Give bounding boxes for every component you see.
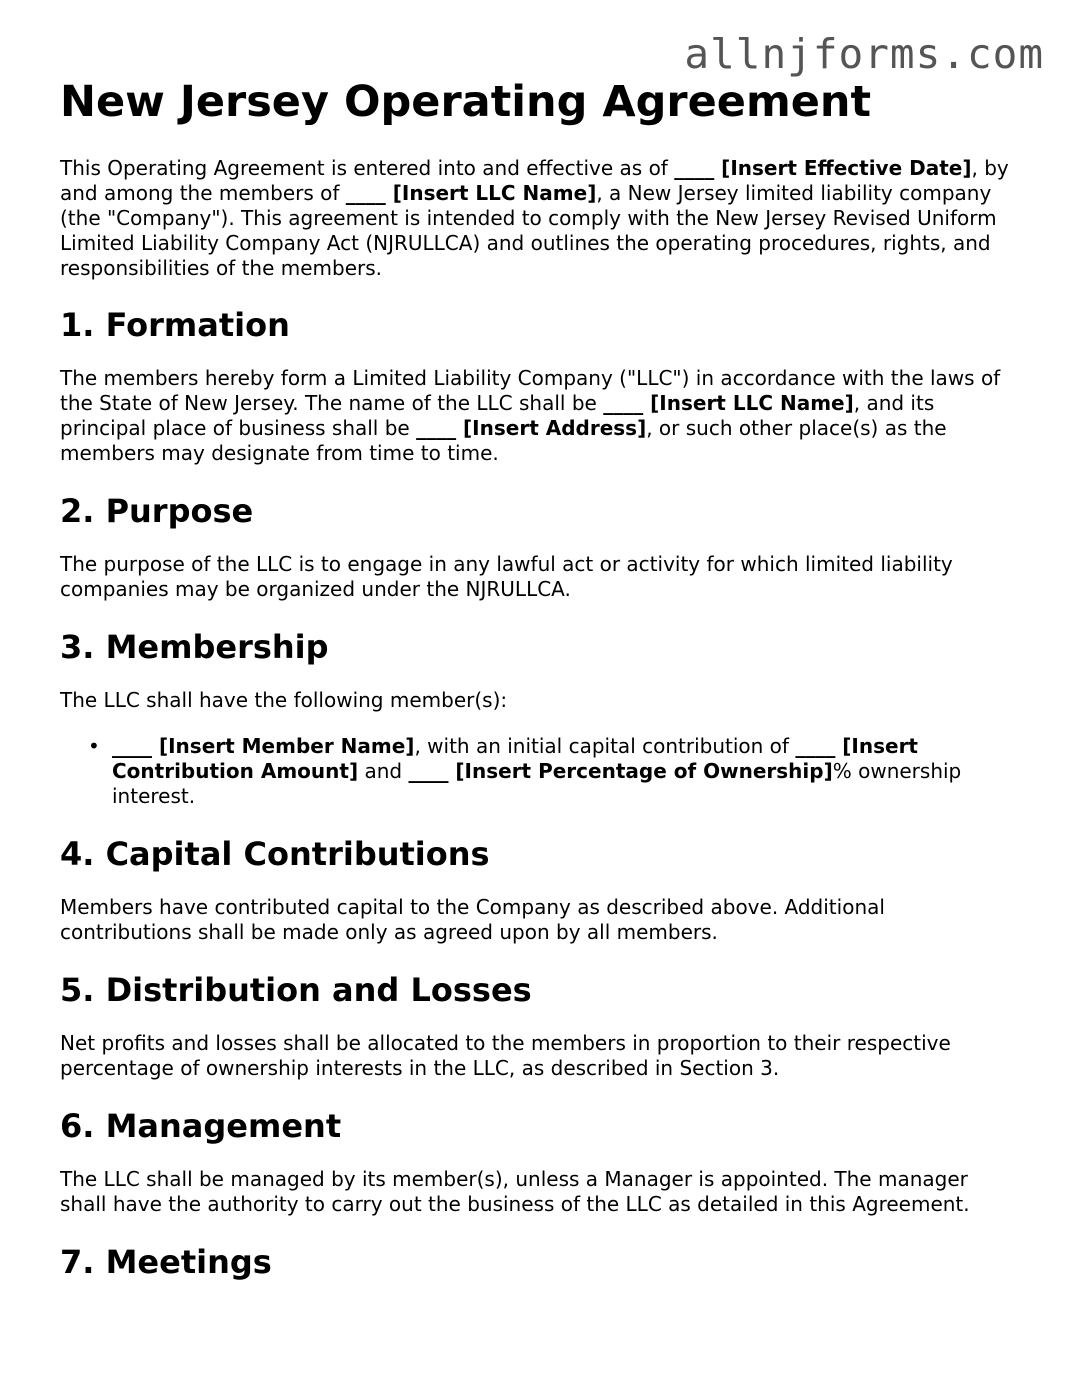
section-heading-capital-contributions: 4. Capital Contributions <box>60 835 490 873</box>
section-heading-management: 6. Management <box>60 1107 342 1145</box>
section-text-distribution: Net profits and losses shall be allocated to the members in proportion to their respective percentage of ownership interests in the LLC, as described in Section 3. <box>60 1031 951 1080</box>
llc-name-placeholder: ____ [Insert LLC Name] <box>603 391 854 415</box>
section-text-purpose: The purpose of the LLC is to engage in any lawful act or activity for which limited liability companies may be organized under the NJRULLCA. <box>60 552 953 601</box>
section-text-formation: The members hereby form a Limited Liability Company ("LLC") in accordance with the laws of the State of New Jersey. The name of the LLC shall be ____ [Insert LLC Name], and its principal place of business shall be ____ [Insert Address], or such other place(s) as the members may designate from time to time. <box>60 366 1001 465</box>
document-page <box>60 74 1020 1282</box>
contribution-amount-placeholder: ____ [Insert Contribution Amount] <box>112 734 918 783</box>
section-text-capital-contributions: Members have contributed capital to the Company as described above. Additional contributions shall be made only as agreed upon by all members. <box>60 895 885 944</box>
intro-paragraph: This Operating Agreement is entered into and effective as of ____ [Insert Effective Date], by and among the members of ____ [Insert LLC Name], a New Jersey limited liability company (the "Company"). This agreement is intended to comply with the New Jersey Revised Uniform Limited Liability Company Act (NJRULLCA) and outlines the operating procedures, rights, and responsibilities of the members. <box>60 156 1009 280</box>
llc-name-placeholder: ____ [Insert LLC Name] <box>345 181 597 205</box>
section-heading-purpose: 2. Purpose <box>60 492 254 530</box>
section-heading-membership: 3. Membership <box>60 628 329 666</box>
section-heading-distribution: 5. Distribution and Losses <box>60 971 532 1009</box>
effective-date-placeholder: ____ [Insert Effective Date] <box>674 156 972 180</box>
section-text-membership: The LLC shall have the following member(s): <box>60 688 508 712</box>
bullet-icon: • <box>88 734 100 758</box>
address-placeholder: ____ [Insert Address] <box>416 416 647 440</box>
ownership-percentage-placeholder: ____ [Insert Percentage of Ownership] <box>408 759 833 783</box>
document-title: New Jersey Operating Agreement <box>60 77 872 127</box>
section-heading-meetings: 7. Meetings <box>60 1243 272 1281</box>
list-item: • ____ [Insert Member Name], with an initial capital contribution of ____ [Insert Contribution Amount] and ____ [Insert Percentage of Ownership]% ownership interest. <box>88 734 962 808</box>
member-list <box>60 734 1020 809</box>
watermark: allnjforms.com <box>684 30 1044 78</box>
member-name-placeholder: ____ [Insert Member Name] <box>112 734 415 758</box>
section-heading-formation: 1. Formation <box>60 306 290 344</box>
section-text-management: The LLC shall be managed by its member(s), unless a Manager is appointed. The manager shall have the authority to carry out the business of the LLC as detailed in this Agreement. <box>60 1167 970 1216</box>
